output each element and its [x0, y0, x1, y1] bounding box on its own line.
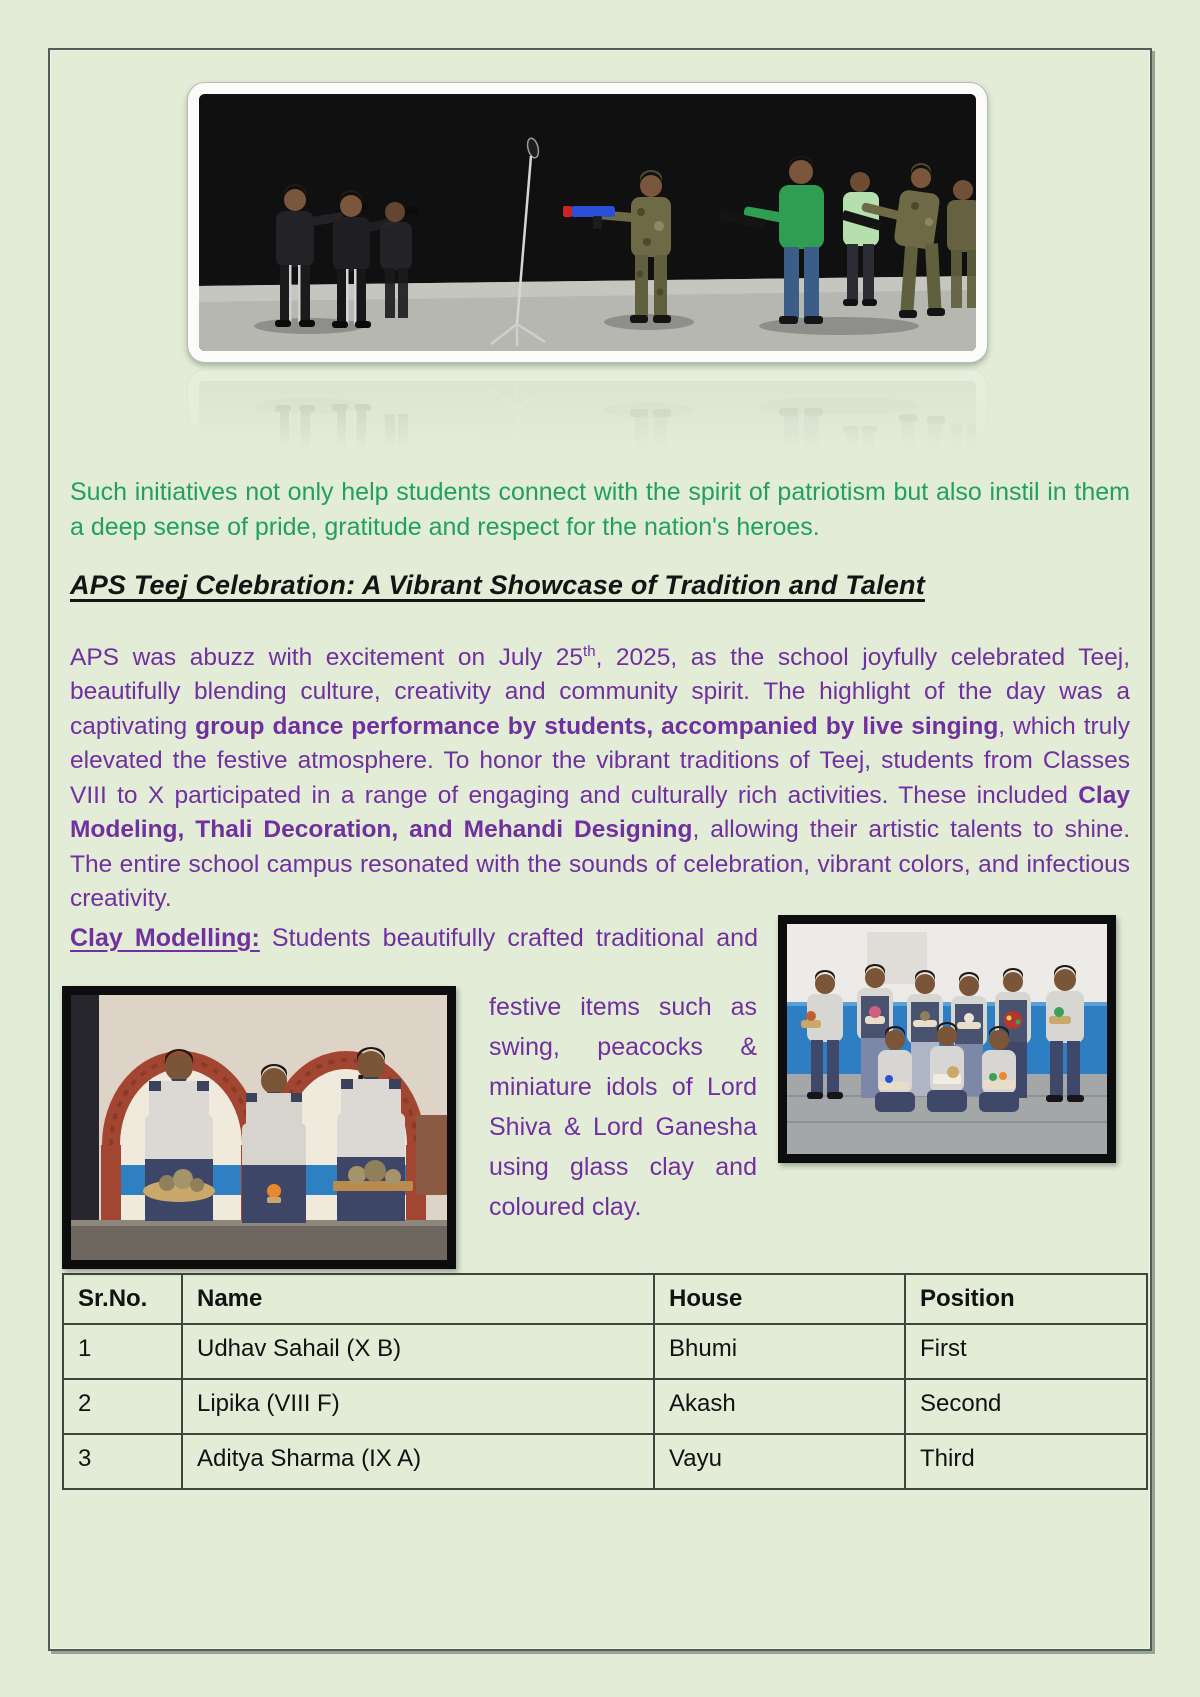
clay-modelling-wrapped-text: festive items such as swing, peacocks & miniature idols of Lord Shiva & Lord Ganesha using glass clay and coloured clay. — [489, 993, 757, 1221]
table-header-row — [63, 1274, 1147, 1324]
cell-position: First — [905, 1324, 1147, 1379]
table-header-house: House — [654, 1274, 905, 1324]
clay-models-photo — [62, 986, 456, 1269]
cell-position: Third — [905, 1434, 1147, 1489]
clay-group-photo — [778, 915, 1116, 1163]
clay-modelling-line-rest: Students beautifully crafted traditional and — [259, 924, 758, 952]
table-header-position: Position — [905, 1274, 1147, 1324]
cell-srno: 3 — [63, 1434, 182, 1489]
cell-srno: 2 — [63, 1379, 182, 1434]
results-table — [62, 1273, 1148, 1490]
cell-house: Vayu — [654, 1434, 905, 1489]
table-header-srno: Sr.No. — [63, 1274, 182, 1324]
table-header-name: Name — [182, 1274, 654, 1324]
cell-name: Lipika (VIII F) — [182, 1379, 654, 1434]
cell-name: Udhav Sahail (X B) — [182, 1324, 654, 1379]
table-row — [63, 1379, 1147, 1434]
patriotism-paragraph: Such initiatives not only help students connect with the spirit of patriotism but also instil in them a deep sense of pride, gratitude and respect for the nation's heroes. — [70, 478, 1130, 541]
clay-modelling-label: Clay Modelling: — [70, 924, 260, 952]
cell-position: Second — [905, 1379, 1147, 1434]
section-heading: APS Teej Celebration: A Vibrant Showcase of Tradition and Talent — [70, 570, 925, 601]
clay-models-photo-image — [71, 995, 447, 1260]
cell-house: Bhumi — [654, 1324, 905, 1379]
stage-photo-image — [199, 94, 976, 351]
table-row — [63, 1434, 1147, 1489]
table-row — [63, 1324, 1147, 1379]
cell-name: Aditya Sharma (IX A) — [182, 1434, 654, 1489]
cell-house: Akash — [654, 1379, 905, 1434]
cell-srno: 1 — [63, 1324, 182, 1379]
clay-modelling-line — [70, 924, 758, 953]
clay-group-photo-image — [787, 924, 1107, 1154]
stage-photo-card — [187, 82, 988, 363]
teej-paragraph: APS was abuzz with excitement on July 25th, 2025, as the school joyfully celebrated Teej, beautifully blending culture, creativity and community spirit. The highlight of the day was a captivating group dance performance by students, accompanied by live singing, which truly elevated the festive atmosphere. To honor the vibrant traditions of Teej, students from Classes VIII to X participated in a range of engaging and culturally rich activities. These included Clay Modeling, Thali Decoration, and Mehandi Designing, allowing their artistic talents to shine. The entire school campus resonated with the sounds of celebration, vibrant colors, and infectious creativity. — [70, 642, 1131, 913]
